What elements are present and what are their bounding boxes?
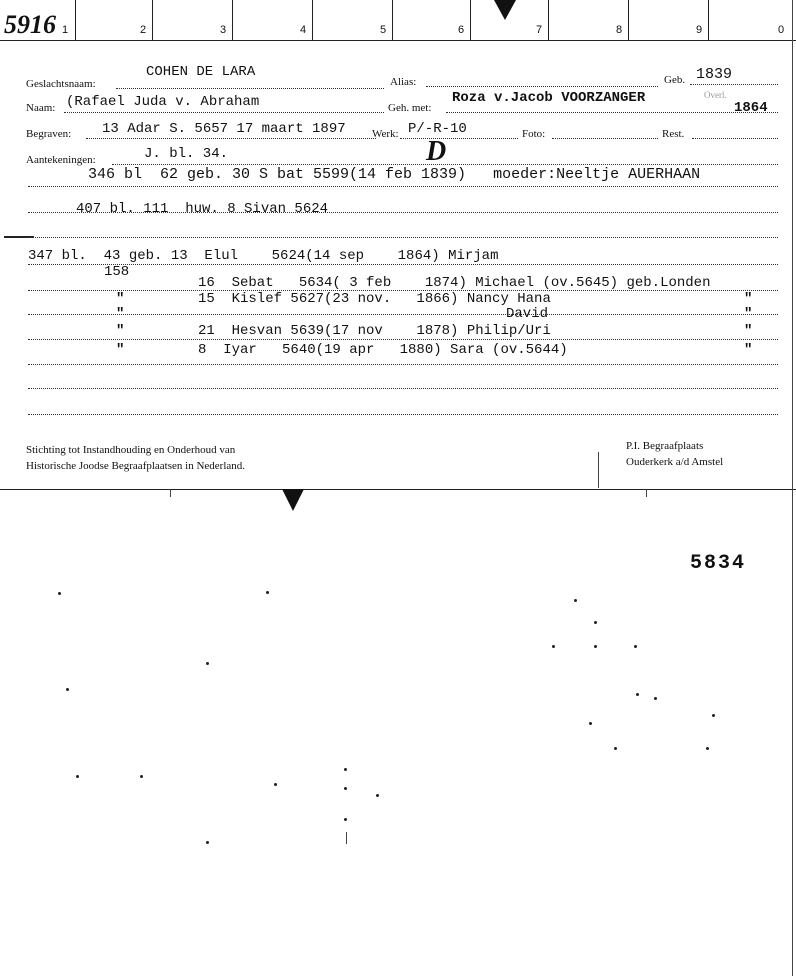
label-overl: Overl. xyxy=(704,90,727,100)
label-werk: Werk: xyxy=(372,128,399,140)
child-row: 21 Hesvan 5639(17 nov 1878) Philip/Uri xyxy=(198,323,551,339)
footer-cemetery-line1: P.I. Begraafplaats xyxy=(626,440,704,452)
label-geb: Geb. xyxy=(664,74,686,86)
ditto-mark: " xyxy=(116,291,125,307)
label-aantekeningen: Aantekeningen: xyxy=(26,154,96,166)
column-number: 0 xyxy=(778,24,785,36)
spouse-year-value: 1864 xyxy=(734,100,768,116)
card-marker-bottom xyxy=(282,489,304,511)
footer-organisation-line1: Stichting tot Instandhouding en Onderhoud van xyxy=(26,444,236,456)
column-number: 8 xyxy=(616,24,623,36)
label-naam: Naam: xyxy=(26,102,56,114)
card-bottom-edge xyxy=(0,489,796,490)
page-ref: 158 xyxy=(104,264,130,280)
child-name-annotation: David xyxy=(506,306,549,322)
label-geslachtsnaam: Geslachtsnaam: xyxy=(26,78,96,90)
child-row: 15 Kislef 5627(23 nov. 1866) Nancy Hana xyxy=(198,291,551,307)
surname-value: COHEN DE LARA xyxy=(146,64,256,80)
ditto-mark: " xyxy=(744,323,753,339)
column-number: 5 xyxy=(380,24,387,36)
back-card-number: 5834 xyxy=(690,552,747,575)
label-foto: Foto: xyxy=(522,128,546,140)
note-line: 346 bl 62 geb. 30 S bat 5599(14 feb 1839) moeder:Neeltje AUERHAAN xyxy=(88,166,701,183)
ditto-mark: " xyxy=(116,306,125,322)
column-number: 9 xyxy=(696,24,703,36)
ditto-mark: " xyxy=(116,342,125,358)
burial-date-value: 13 Adar S. 5657 17 maart 1897 xyxy=(102,121,346,137)
card-number: 5916 xyxy=(4,10,56,39)
footer-cemetery-line2: Ouderkerk a/d Amstel xyxy=(626,456,724,468)
label-geh-met: Geh. met: xyxy=(388,102,432,114)
ditto-mark: " xyxy=(744,291,753,307)
column-number: 4 xyxy=(300,24,307,36)
name-value: (Rafael Juda v. Abraham xyxy=(66,94,260,110)
card-marker-top xyxy=(494,0,516,20)
column-number-row xyxy=(0,0,796,41)
child-row: 347 bl. 43 geb. 13 Elul 5624(14 sep 1864) Mirjam xyxy=(28,248,499,264)
label-begraven: Begraven: xyxy=(26,128,72,140)
column-number: 7 xyxy=(536,24,543,36)
column-number: 6 xyxy=(458,24,465,36)
label-alias: Alias: xyxy=(390,76,417,88)
label-rest: Rest. xyxy=(662,128,685,140)
status-mark: D xyxy=(426,136,447,167)
ditto-mark: " xyxy=(744,306,753,322)
child-row: 16 Sebat 5634( 3 feb 1874) Michael (ov.5645) geb.Londen xyxy=(198,275,711,291)
note-line: 407 bl. 111 huw. 8 Sivan 5624 xyxy=(76,201,329,217)
child-row: 8 Iyar 5640(19 apr 1880) Sara (ov.5644) xyxy=(198,342,568,358)
footer-left xyxy=(26,442,245,474)
notes-reference-value: J. bl. 34. xyxy=(144,146,229,162)
column-number: 1 xyxy=(62,24,69,36)
column-number: 3 xyxy=(220,24,227,36)
spouse-value: Roza v.Jacob VOORZANGER xyxy=(452,90,646,106)
ditto-mark: " xyxy=(116,323,125,339)
ditto-mark: " xyxy=(744,342,753,358)
grave-location-value: P/-R-10 xyxy=(408,121,467,137)
footer-organisation-line2: Historische Joodse Begraafplaatsen in Nederland. xyxy=(26,460,246,472)
column-number: 2 xyxy=(140,24,147,36)
birth-year-value: 1839 xyxy=(696,66,733,83)
footer-right xyxy=(626,438,723,470)
